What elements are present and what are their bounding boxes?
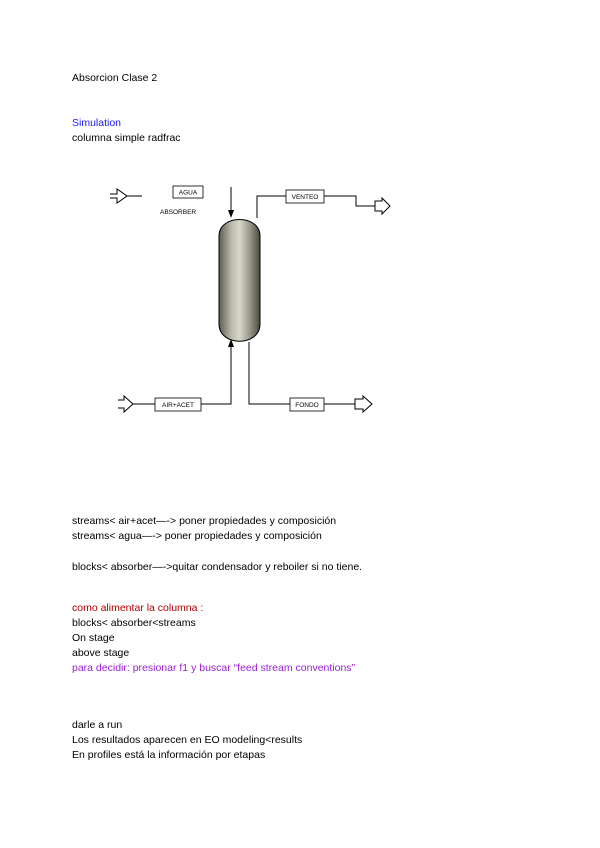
feed-heading: como alimentar la columna : (72, 602, 204, 614)
air-acet-feed-arrow-icon (118, 396, 155, 412)
note-stream-agua: streams< agua—-> poner propiedades y composición (72, 530, 322, 542)
air-acet-label-text: AIR+ACET (162, 402, 194, 409)
document-subtitle: columna simple radfrac (72, 132, 181, 144)
note-run: darle a run (72, 719, 123, 731)
agua-feed-arrow-icon (110, 189, 142, 203)
note-feed-path: blocks< absorber<streams (72, 617, 196, 629)
note-decide: para decidir: presionar f1 y buscar “feed stream conventions” (72, 662, 356, 674)
note-above-stage: above stage (72, 647, 130, 659)
section-heading: Simulation (72, 117, 122, 129)
note-results: Los resultados aparecen en EO modeling<results (72, 734, 303, 746)
venteo-stream-label[interactable] (286, 190, 324, 203)
document-title: Absorcion Clase 2 (72, 72, 158, 84)
air-acet-stream-label[interactable] (155, 398, 201, 411)
fondo-stream-label[interactable] (290, 398, 324, 411)
note-stream-air: streams< air+acet—-> poner propiedades y composición (72, 515, 337, 527)
venteo-outlet-arrow-icon (375, 198, 390, 214)
note-profiles: En profiles está la información por etapas (72, 749, 266, 761)
fondo-label-text: FONDO (295, 402, 319, 409)
agua-stream-label[interactable] (173, 186, 203, 198)
absorber-block-label: ABSORBER (160, 209, 197, 216)
venteo-label-text: VENTEO (291, 194, 319, 201)
agua-label-text: AGUA (178, 189, 198, 197)
fondo-outlet-arrow-icon (355, 396, 372, 412)
note-blocks-absorber: blocks< absorber—->quitar condensador y reboiler si no tiene. (72, 561, 363, 573)
arrowhead-icon (228, 210, 234, 218)
note-on-stage: On stage (72, 632, 115, 644)
absorber-column[interactable] (219, 220, 260, 342)
